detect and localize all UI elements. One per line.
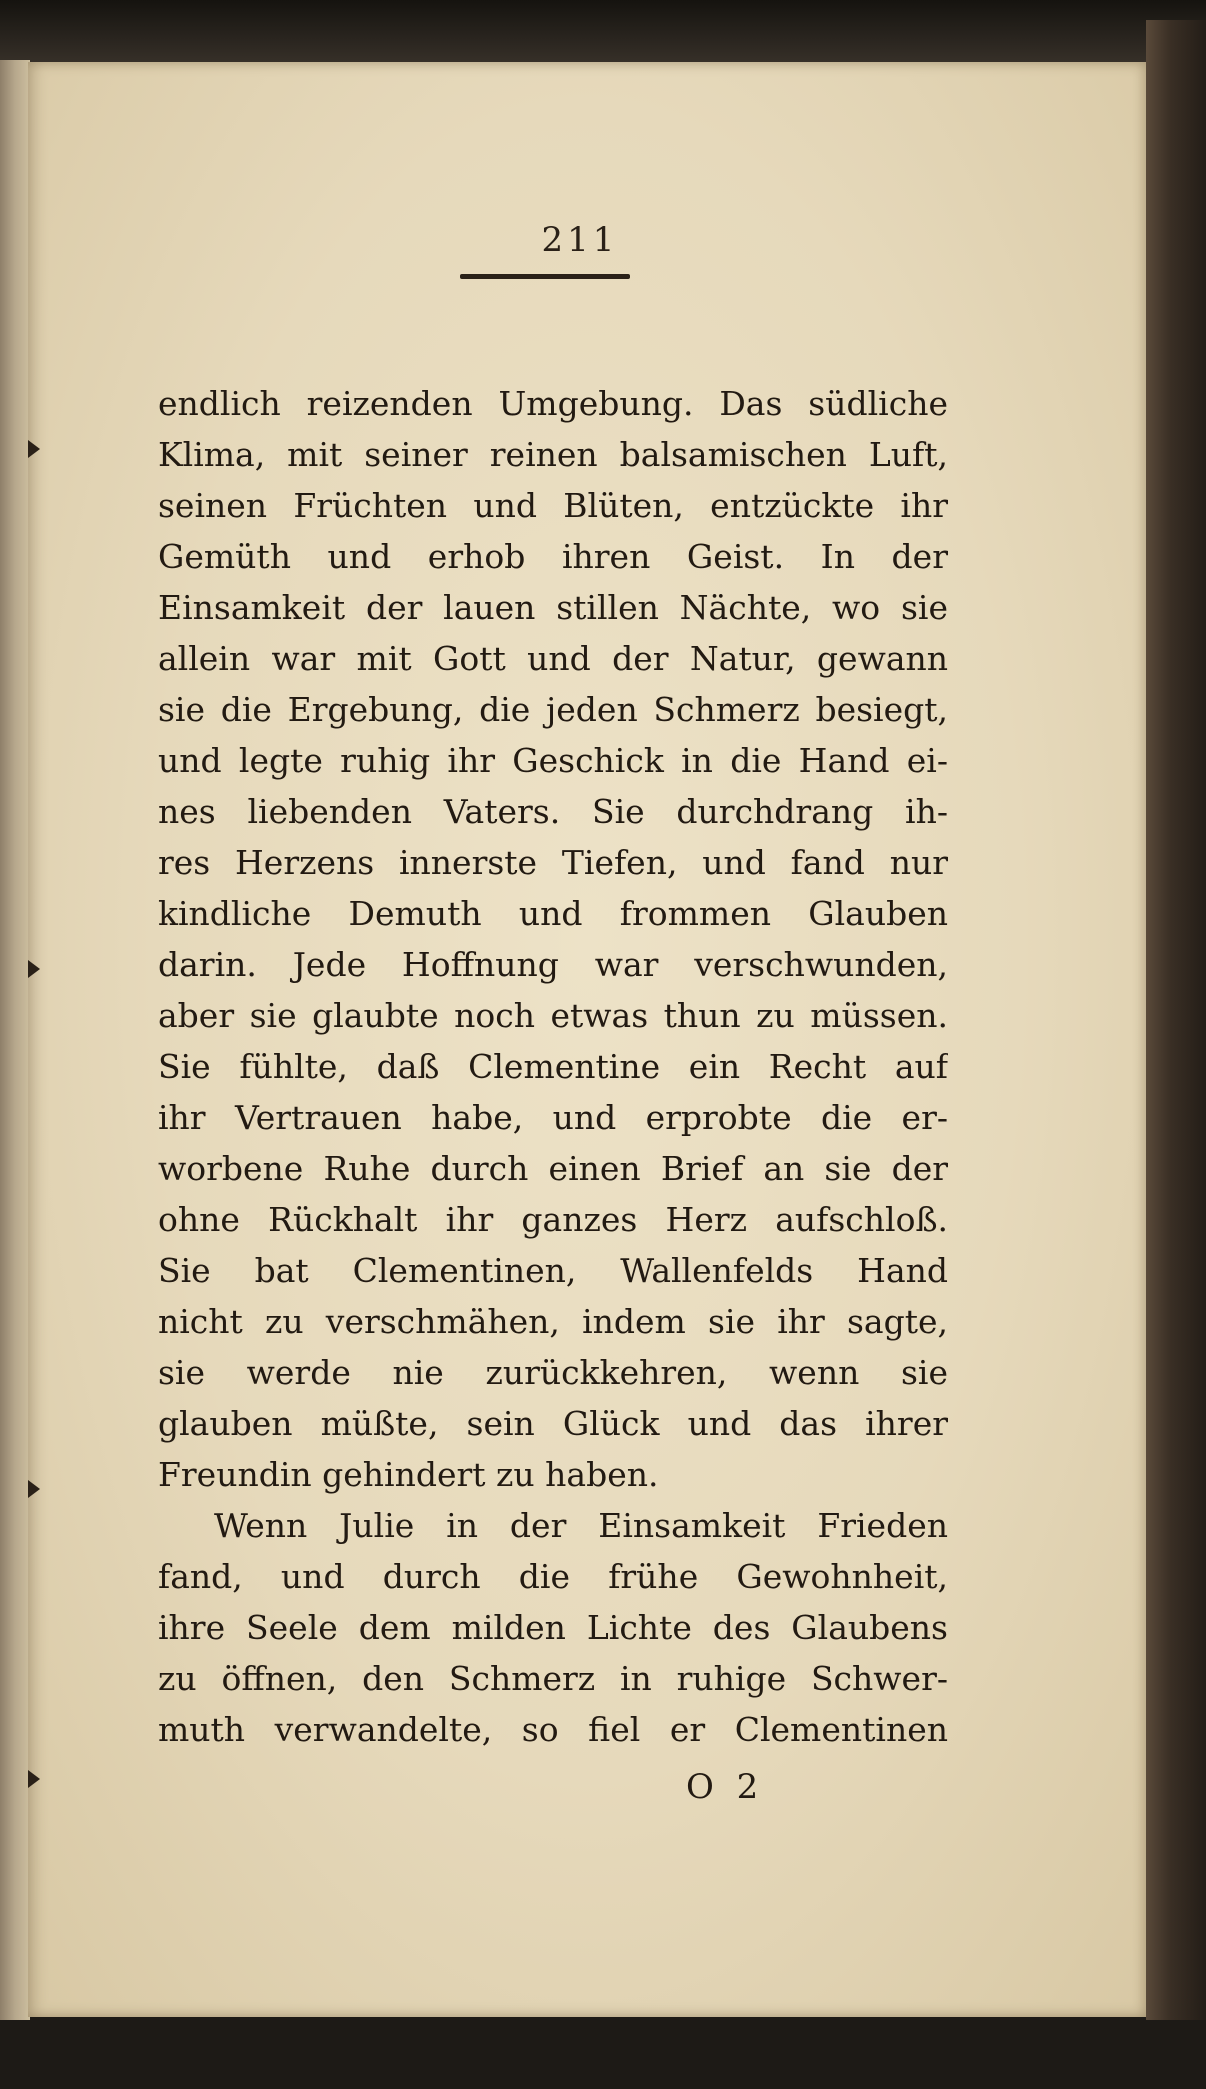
- margin-arrow-icon: [28, 440, 40, 458]
- text-line: glauben müßte, sein Glück und das ihrer: [158, 1404, 948, 1443]
- body-text: [158, 378, 948, 1755]
- text-line: nicht zu verschmähen, indem sie ihr sagte,: [158, 1302, 948, 1341]
- text-line: allein war mit Gott und der Natur, gewann: [158, 639, 948, 678]
- text-line: worbene Ruhe durch einen Brief an sie der: [158, 1149, 948, 1188]
- text-line: zu öffnen, den Schmerz in ruhige Schwer-: [158, 1659, 948, 1698]
- text-line: Gemüth und erhob ihren Geist. In der: [158, 537, 948, 576]
- book-binding-top: [0, 0, 1206, 70]
- book-page: [28, 62, 1146, 2017]
- paragraph-start-line: Wenn Julie in der Einsamkeit Frieden: [214, 1506, 948, 1545]
- text-line: aber sie glaubte noch etwas thun zu müssen.: [158, 996, 948, 1035]
- text-line: ihre Seele dem milden Lichte des Glaubens: [158, 1608, 948, 1647]
- text-line: endlich reizenden Umgebung. Das südliche: [158, 384, 948, 423]
- margin-arrow-icon: [28, 960, 40, 978]
- text-line: Einsamkeit der lauen stillen Nächte, wo sie: [158, 588, 948, 627]
- text-line: fand, und durch die frühe Gewohnheit,: [158, 1557, 948, 1596]
- text-line: darin. Jede Hoffnung war verschwunden,: [158, 945, 948, 984]
- text-line: ohne Rückhalt ihr ganzes Herz aufschloß.: [158, 1200, 948, 1239]
- text-line: nes liebenden Vaters. Sie durchdrang ih-: [158, 792, 948, 831]
- page-number: 211: [541, 220, 619, 260]
- text-line: Sie fühlte, daß Clementine ein Recht auf: [158, 1047, 948, 1086]
- text-line: seinen Früchten und Blüten, entzückte ihr: [158, 486, 948, 525]
- text-line: Sie bat Clementinen, Wallenfelds Hand: [158, 1251, 948, 1290]
- text-line: muth verwandelte, so fiel er Clementinen: [158, 1710, 948, 1749]
- margin-arrow-icon: [28, 1480, 40, 1498]
- text-line: res Herzens innerste Tiefen, und fand nur: [158, 843, 948, 882]
- facing-page-edge: [0, 60, 30, 2020]
- text-line: sie werde nie zurückkehren, wenn sie: [158, 1353, 948, 1392]
- text-line: kindliche Demuth und frommen Glauben: [158, 894, 948, 933]
- margin-arrow-icon: [28, 1770, 40, 1788]
- text-line: Klima, mit seiner reinen balsamischen Luft,: [158, 435, 948, 474]
- header-rule: [460, 274, 630, 279]
- signature-mark: O 2: [686, 1767, 765, 1807]
- book-cover-edge: [1146, 20, 1206, 2020]
- paragraph-end-line: Freundin gehindert zu haben.: [158, 1455, 659, 1494]
- text-line: und legte ruhig ihr Geschick in die Hand ei-: [158, 741, 948, 780]
- text-line: ihr Vertrauen habe, und erprobte die er-: [158, 1098, 948, 1137]
- text-line: sie die Ergebung, die jeden Schmerz besiegt,: [158, 690, 948, 729]
